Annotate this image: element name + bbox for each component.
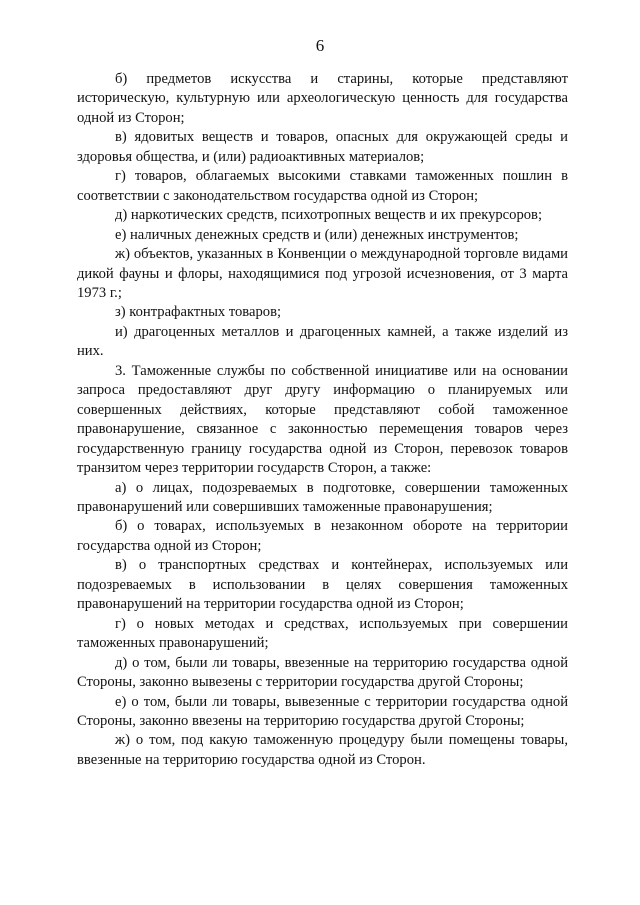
paragraph-item-g-methods: г) о новых методах и средствах, используемых при совершении таможенных правонарушений; — [77, 615, 568, 652]
paragraph-section-3: 3. Таможенные службы по собственной инициативе или на основании запроса предоставляют друг другу информацию о планируемых или совершенных действиях, которые представляют собой таможенное правонарушение, связанное с законностью перемещения товаров через государственную границу государства одной из Сторон, перевозок товаров транзитом через территории государств Сторон, а также: — [77, 362, 568, 477]
paragraph-item-b-goods: б) о товарах, используемых в незаконном обороте на территории государства одной из Сторон; — [77, 518, 568, 554]
page-number: 6 — [315, 36, 325, 55]
paragraph-item-e-imported: е) о том, были ли товары, вывезенные с территории государства одной Стороны, законно ввезены на территорию государства другой Стороны; — [77, 693, 568, 729]
paragraph-item-a-persons: а) о лицах, подозреваемых в подготовке, совершении таможенных правонарушений или совершивших таможенные правонарушения; — [77, 479, 568, 515]
paragraph-item-g-duties: г) товаров, облагаемых высокими ставками таможенных пошлин в соответствии с законодательством государства одной из Сторон; — [77, 168, 568, 204]
document-body — [77, 70, 568, 770]
paragraph-item-d-narcotics: д) наркотических средств, психотропных веществ и их прекурсоров; — [115, 207, 542, 224]
paragraph-item-i-precious: и) драгоценных металлов и драгоценных камней, а также изделий из них. — [77, 323, 568, 360]
paragraph-item-z-counterfeit: з) контрафактных товаров; — [115, 304, 282, 321]
paragraph-item-d-exported: д) о том, были ли товары, ввезенные на территорию государства одной Стороны, законно вывезены с территории государства другой Стороны; — [77, 654, 568, 691]
paragraph-item-zh-procedure: ж) о том, под какую таможенную процедуру были помещены товары, ввезенные на территорию государства одной из Сторон. — [77, 732, 568, 768]
paragraph-item-v-vehicles: в) о транспортных средствах и контейнерах, используемых или подозреваемых в использовании в целях совершения таможенных правонарушений на территории государства одной из Сторон; — [77, 557, 568, 613]
paragraph-item-v-toxic: в) ядовитых веществ и товаров, опасных для окружающей среды и здоровья общества, и (или) радиоактивных материалов; — [77, 129, 568, 165]
paragraph-item-b-art: б) предметов искусства и старины, которые представляют историческую, культурную или археологическую ценность для государства одной из Сторон; — [77, 71, 568, 126]
paragraph-item-zh-cites: ж) объектов, указанных в Конвенции о международной торговле видами дикой фауны и флоры, находящимися под угрозой исчезновения, от 3 марта 1973 г.; — [77, 246, 568, 301]
paragraph-item-e-cash: е) наличных денежных средств и (или) денежных инструментов; — [115, 226, 519, 243]
